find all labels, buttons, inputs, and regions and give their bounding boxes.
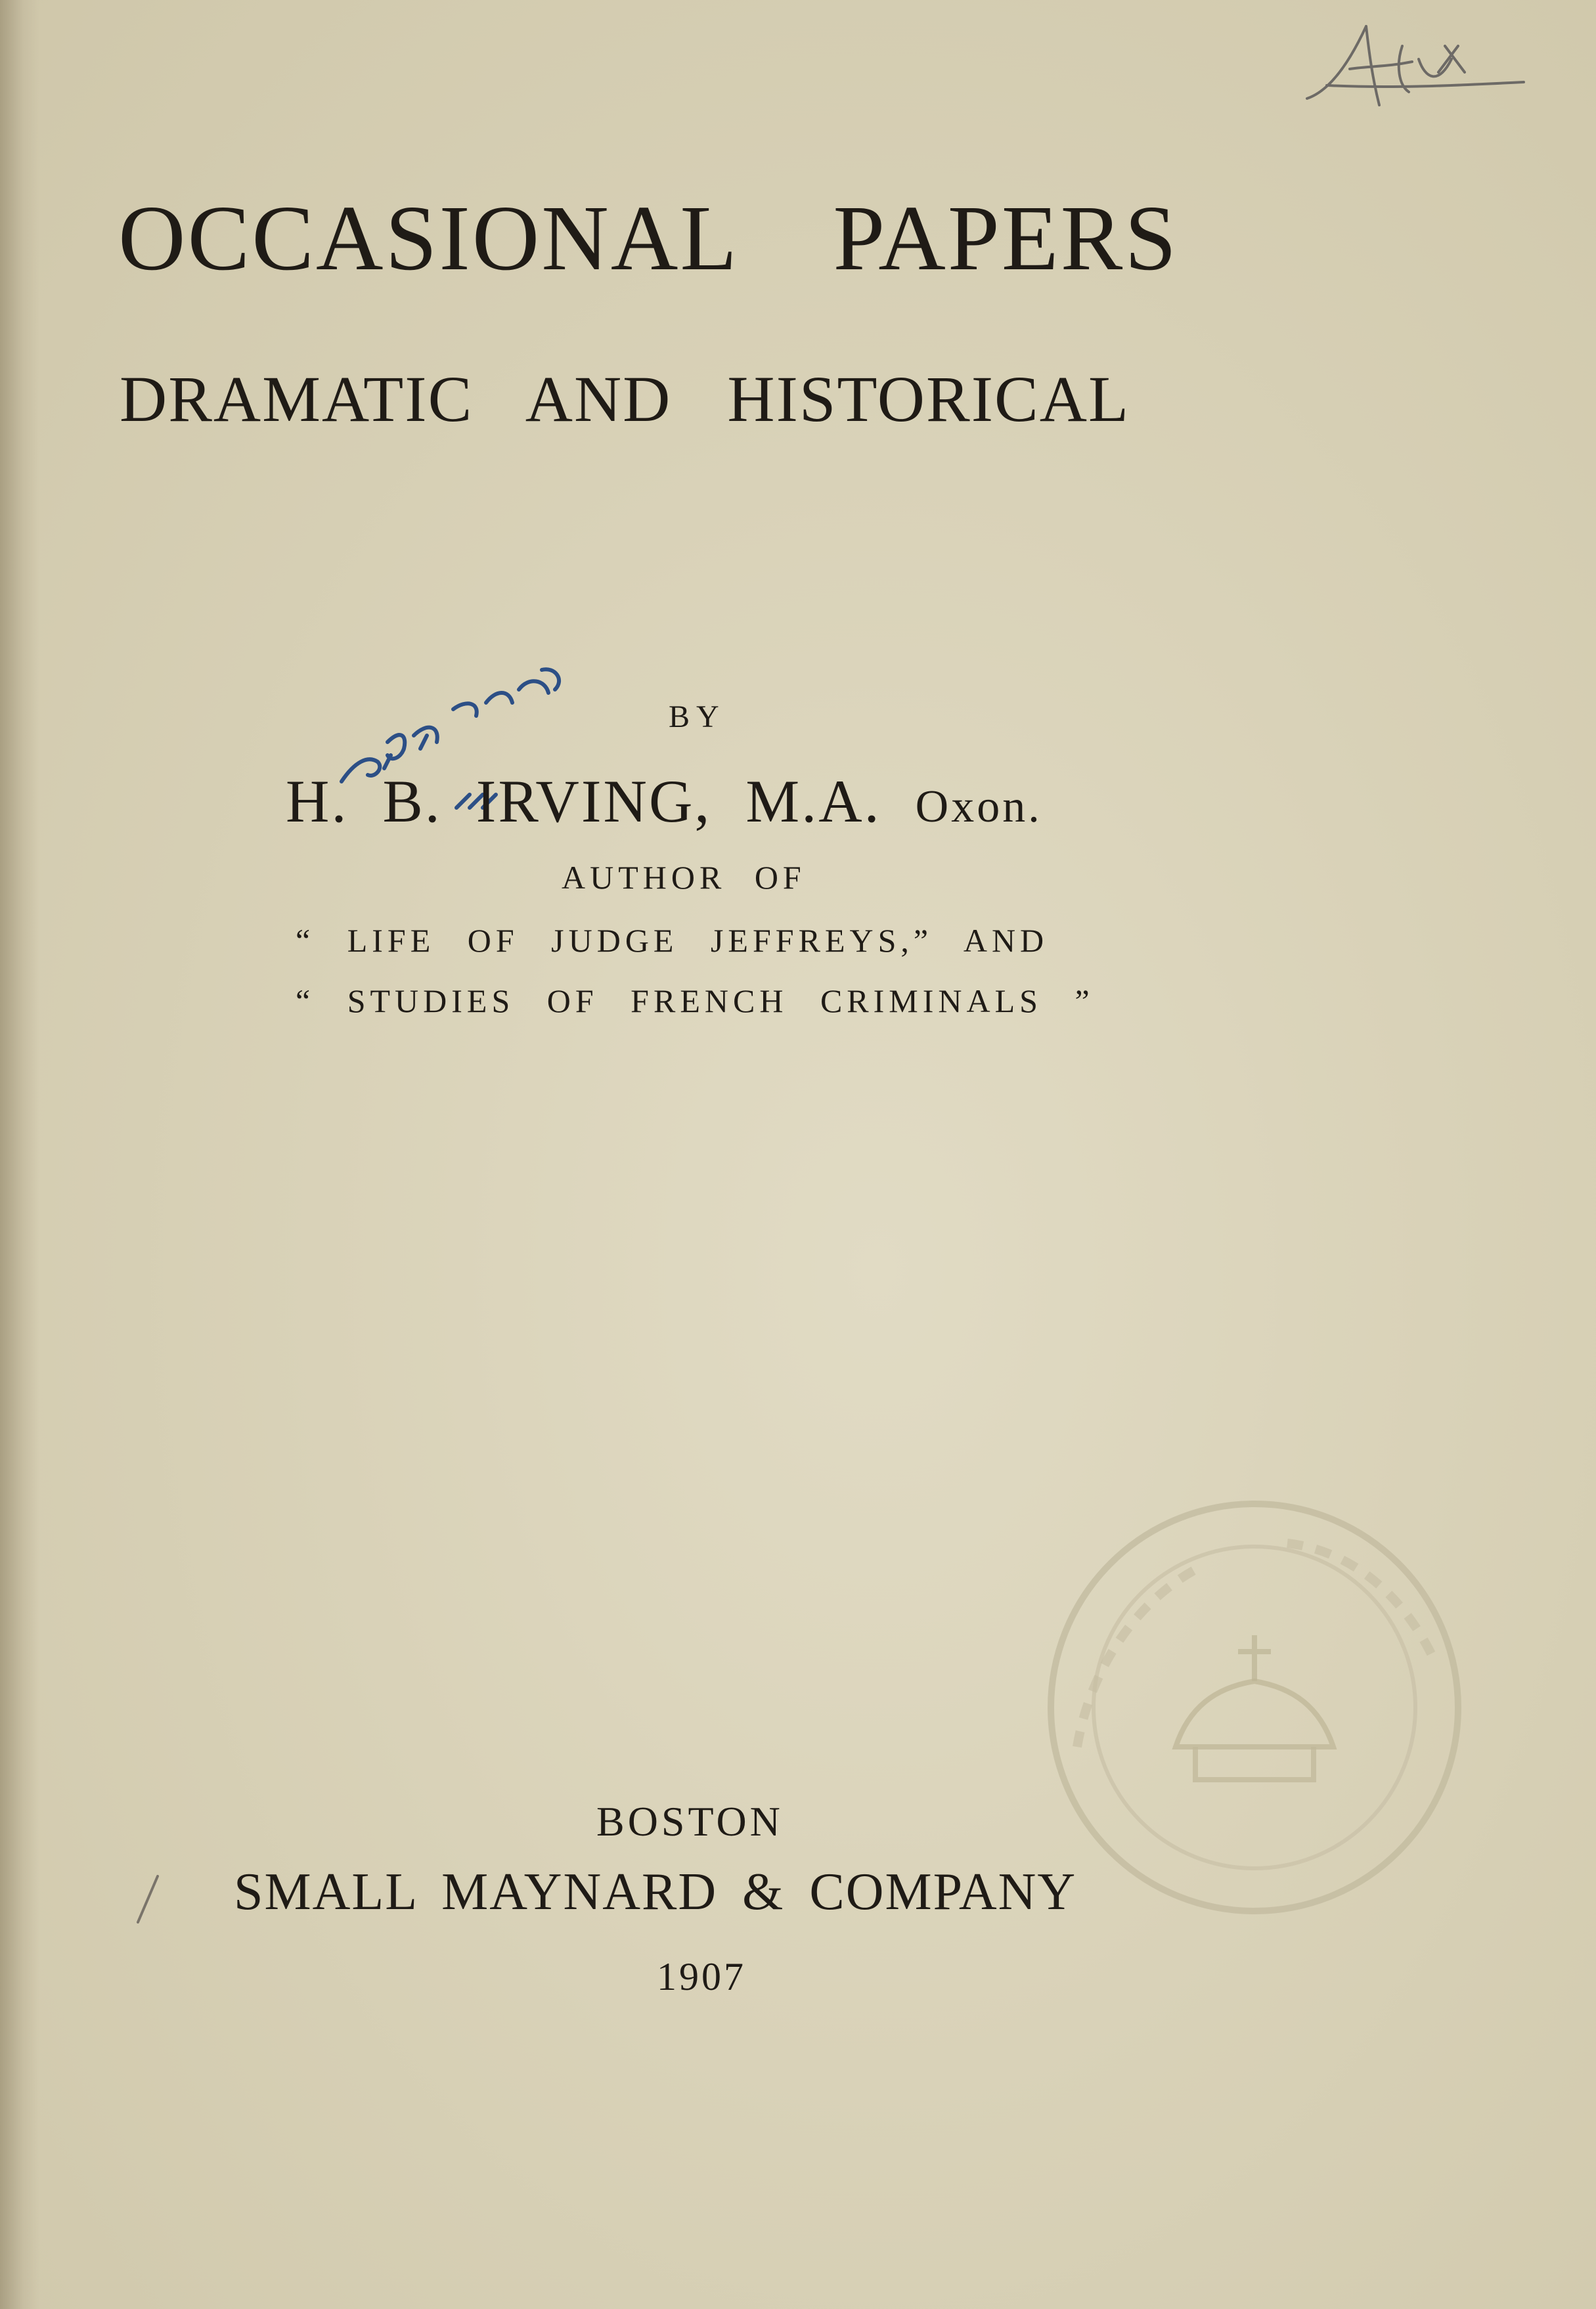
prior-work-2: “ STUDIES OF FRENCH CRIMINALS ”	[296, 982, 1094, 1019]
author-place: Oxon.	[915, 781, 1042, 832]
author-line	[286, 762, 1133, 841]
publication-year: 1907	[657, 1955, 746, 1998]
publisher-name: SMALL MAYNARD & COMPANY	[234, 1863, 1077, 1921]
book-spine-shadow	[0, 0, 39, 2309]
publication-city: BOSTON	[596, 1798, 784, 1845]
by-label: BY	[669, 699, 726, 734]
prior-work-1: “ LIFE OF JUDGE JEFFREYS,” AND	[296, 922, 1049, 959]
author-of-label: AUTHOR OF	[562, 859, 806, 896]
book-subtitle: DRAMATIC AND HISTORICAL	[120, 363, 1130, 435]
pencil-tick-mark	[131, 1873, 164, 1925]
corner-signature-mark	[1287, 7, 1537, 118]
author-name: H. B. IRVING, M.A.	[286, 768, 881, 835]
book-title: OCCASIONAL PAPERS	[118, 186, 1179, 290]
